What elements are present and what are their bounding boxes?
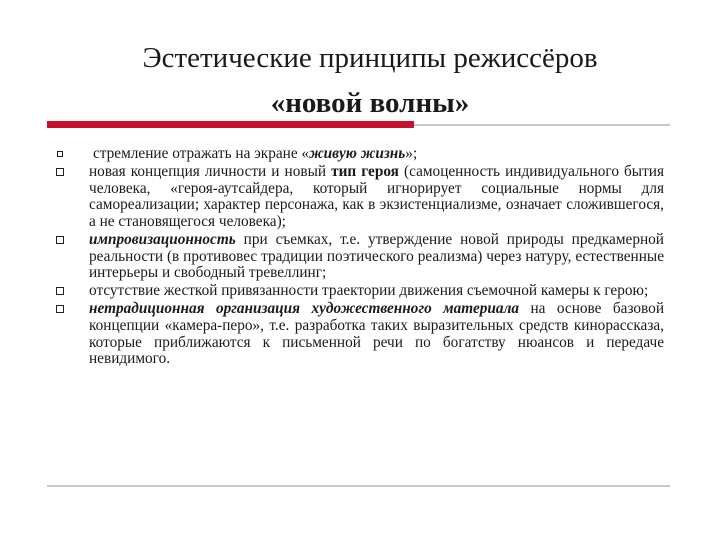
bottom-divider — [47, 485, 670, 487]
title-line-1: Эстетические принципы режиссёров — [142, 42, 598, 74]
bullet-item: новая концепция личности и новый тип героя (самоценность индивидуального бытия человека, «героя-аутсайдера, который игнорирует социальные нормы для самореализации; характер персонажа, как в экзистенциализме, означает сложившегося, а не становящегося человека); — [50, 164, 664, 230]
hollow-square-icon — [56, 287, 64, 295]
bullet-item: импровизационность при съемках, т.е. утверждение новой природы предкамерной реальности (в противовес традиции поэтического реализма) через натуру, естественные интерьеры и свободный тревеллинг; — [50, 232, 664, 282]
hollow-square-icon — [56, 305, 64, 313]
bullet-item: стремление отражать на экране «живую жизнь»; — [50, 146, 664, 163]
title-line-2: «новой волны» — [270, 87, 470, 119]
hollow-square-icon — [56, 168, 64, 176]
bullet-item: отсутствие жесткой привязанности траектории движения съемочной камеры к герою; — [50, 283, 664, 300]
hollow-square-icon — [56, 236, 64, 244]
bullet-list — [50, 146, 664, 369]
hollow-square-icon — [57, 151, 63, 157]
slide-title — [60, 36, 680, 126]
red-accent-bar — [47, 121, 414, 128]
bullet-item: нетрадиционная организация художественного материала на основе базовой концепции «камера-перо», т.е. разработка таких выразительных средств кинорассказа, которые приближаются к письменной речи по богатству нюансов и передаче невидимого. — [50, 301, 664, 367]
